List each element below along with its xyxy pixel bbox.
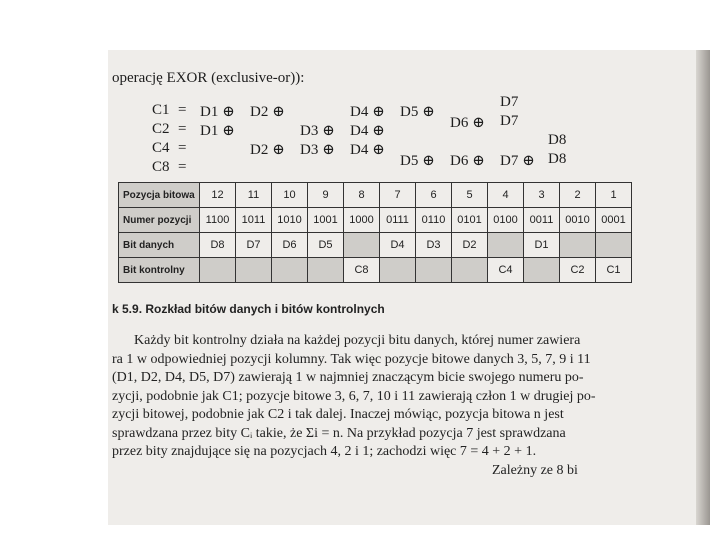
eq-c1-term: D5 ⊕ <box>400 104 435 120</box>
eq-c8-name: C8 <box>152 159 170 175</box>
eq-c1-name: C1 <box>152 102 170 118</box>
table-cell: 1010 <box>272 208 308 233</box>
table-cell <box>272 258 308 283</box>
table-cell: D8 <box>200 233 236 258</box>
eq-c2-term: D1 ⊕ <box>200 123 235 139</box>
eq-c2-sign: = <box>178 121 187 137</box>
table-cell: 1000 <box>344 208 380 233</box>
table-cell <box>380 258 416 283</box>
eq-c8-term: D6 ⊕ <box>450 153 485 169</box>
table-cell: 1100 <box>200 208 236 233</box>
table-cell: 0110 <box>416 208 452 233</box>
table-cell: 0101 <box>452 208 488 233</box>
table-row-numbers <box>119 208 632 233</box>
bit-layout-table <box>118 182 632 283</box>
eq-c2-term: D4 ⊕ <box>350 123 385 139</box>
eq-c8-term: D8 <box>548 151 567 167</box>
table-cell: 1001 <box>308 208 344 233</box>
table-cell: 7 <box>380 183 416 208</box>
eq-c1-term: D7 <box>500 94 519 110</box>
paragraph-line: Zależny ze 8 bi <box>492 462 578 478</box>
table-cell: 0001 <box>596 208 632 233</box>
eq-c8-sign: = <box>178 159 187 175</box>
table-row-check-bits <box>119 258 632 283</box>
book-page <box>108 50 710 525</box>
table-cell <box>416 258 452 283</box>
table-cell: 0100 <box>488 208 524 233</box>
eq-c2-name: C2 <box>152 121 170 137</box>
table-cell: D2 <box>452 233 488 258</box>
table-cell: D1 <box>524 233 560 258</box>
row-label: Numer pozycji <box>119 208 200 233</box>
paragraph-line: sprawdzana przez bity Cᵢ takie, że Σi = n. Na przykład pozycja 7 jest sprawdzana <box>112 425 566 441</box>
eq-c4-term: D4 ⊕ <box>350 142 385 158</box>
paragraph-line: przez bity znajdujące się na pozycjach 4, 2 i 1; zachodzi więc 7 = 4 + 2 + 1. <box>112 444 537 459</box>
table-cell: 11 <box>236 183 272 208</box>
eq-c1-term: D4 ⊕ <box>350 104 385 120</box>
table-cell: 4 <box>488 183 524 208</box>
eq-c4-sign: = <box>178 140 187 156</box>
table-cell: C2 <box>560 258 596 283</box>
table-row-positions <box>119 183 632 208</box>
table-cell: 8 <box>344 183 380 208</box>
table-cell: 0011 <box>524 208 560 233</box>
table-row-data-bits <box>119 233 632 258</box>
table-cell: 5 <box>452 183 488 208</box>
eq-c2-term: D3 ⊕ <box>300 123 335 139</box>
table-cell: 0111 <box>380 208 416 233</box>
paragraph-line: zycji bitowej, podobnie jak C2 i tak dalej. Inaczej mówiąc, pozycja bitowa n jest <box>112 407 564 422</box>
eq-c4-term: D8 <box>548 132 567 148</box>
eq-c1-term: D2 ⊕ <box>250 104 285 120</box>
table-cell: C8 <box>344 258 380 283</box>
table-cell: D5 <box>308 233 344 258</box>
table-cell <box>200 258 236 283</box>
paragraph-line: zycji, podobnie jak C1; pozycje bitowe 3, 6, 7, 10 i 11 zawierają człon 1 w drugiej po- <box>112 388 596 404</box>
table-cell: D7 <box>236 233 272 258</box>
eq-c1-term: D1 ⊕ <box>200 104 235 120</box>
table-cell: 1011 <box>236 208 272 233</box>
table-cell: 6 <box>416 183 452 208</box>
eq-c1-sign: = <box>178 102 187 118</box>
eq-c8-term: D5 ⊕ <box>400 153 435 169</box>
table-cell: D3 <box>416 233 452 258</box>
table-cell <box>344 233 380 258</box>
eq-c4-term: D3 ⊕ <box>300 142 335 158</box>
table-cell <box>524 258 560 283</box>
row-label: Pozycja bitowa <box>119 183 200 208</box>
eq-c2-term: D6 ⊕ <box>450 115 485 131</box>
eq-c4-name: C4 <box>152 140 170 156</box>
figure-caption: k 5.9. Rozkład bitów danych i bitów kontrolnych <box>112 302 385 316</box>
paragraph-line: (D1, D2, D4, D5, D7) zawierają 1 w najmniej znaczącym bicie swojego numeru po- <box>112 370 584 385</box>
table-cell: 12 <box>200 183 236 208</box>
eq-c2-term: D7 <box>500 113 519 129</box>
eq-c8-term: D7 ⊕ <box>500 153 535 169</box>
table-cell: 1 <box>596 183 632 208</box>
body-paragraph <box>112 332 702 478</box>
table-cell: C4 <box>488 258 524 283</box>
paragraph-line: Każdy bit kontrolny działa na każdej pozycji bitu danych, której numer zawiera <box>134 333 581 348</box>
table-cell <box>560 233 596 258</box>
table-cell: 9 <box>308 183 344 208</box>
table-cell <box>596 233 632 258</box>
table-cell: 0010 <box>560 208 596 233</box>
table-cell: D4 <box>380 233 416 258</box>
row-label: Bit danych <box>119 233 200 258</box>
section-heading: operację EXOR (exclusive-or)): <box>112 70 305 86</box>
table-cell: 3 <box>524 183 560 208</box>
table-cell <box>488 233 524 258</box>
table-cell <box>236 258 272 283</box>
table-cell: C1 <box>596 258 632 283</box>
table-cell <box>452 258 488 283</box>
eq-c4-term: D2 ⊕ <box>250 142 285 158</box>
table-cell: 10 <box>272 183 308 208</box>
row-label: Bit kontrolny <box>119 258 200 283</box>
table-cell: D6 <box>272 233 308 258</box>
table-cell <box>308 258 344 283</box>
paragraph-line: ra 1 w odpowiedniej pozycji kolumny. Tak więc pozycje bitowe danych 3, 5, 7, 9 i 11 <box>112 351 591 367</box>
table-cell: 2 <box>560 183 596 208</box>
